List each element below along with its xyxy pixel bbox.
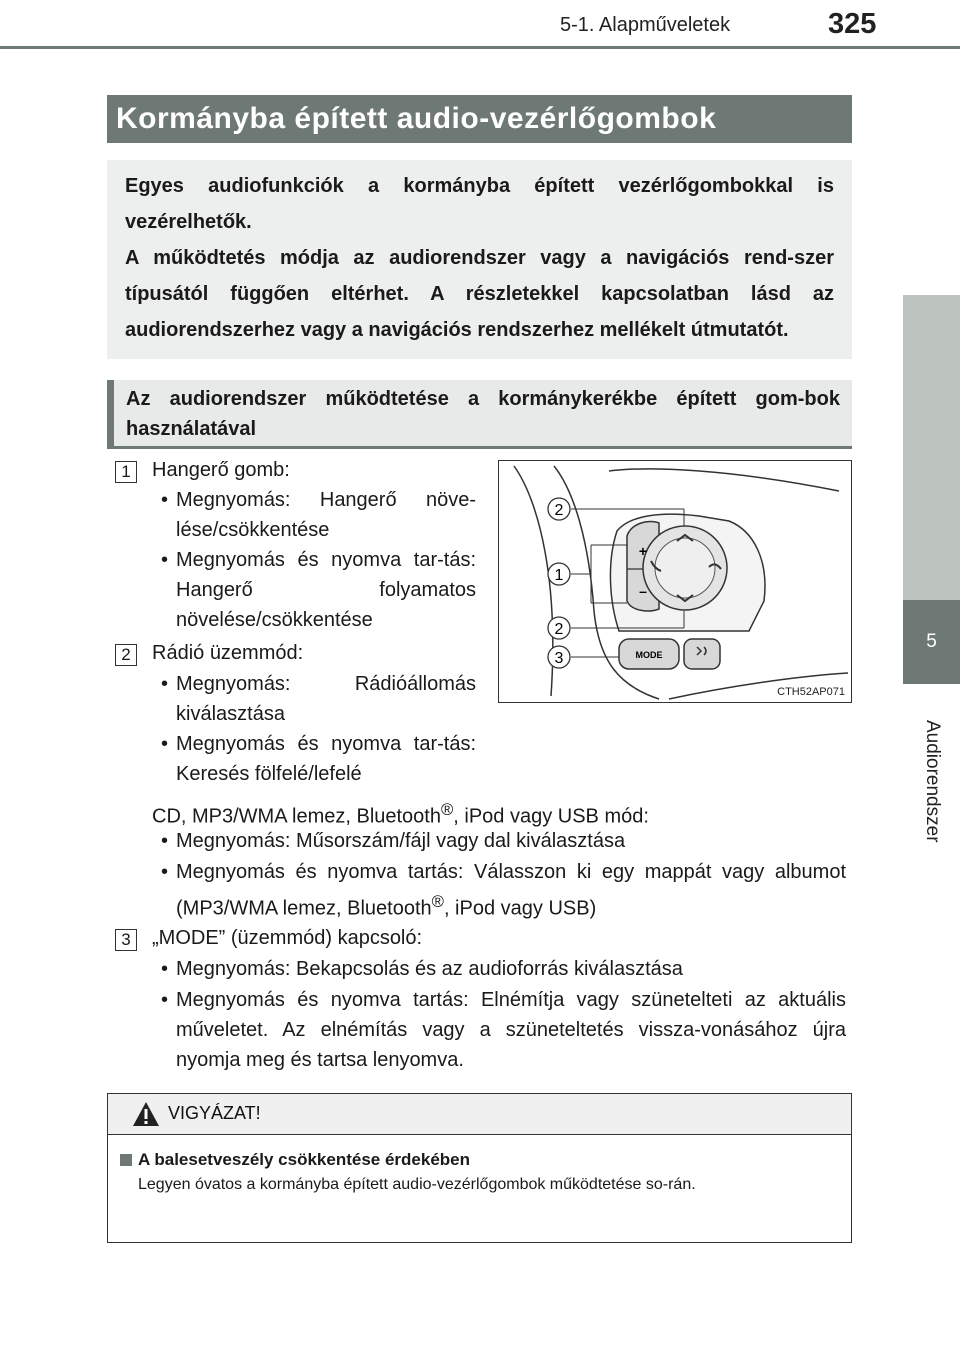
registered-mark: ® [431,892,444,911]
section-title: 5-1. Alapműveletek [560,14,731,36]
item-2-bullet-1 [161,669,476,729]
bullet-text: Megnyomás: Hangerő növe-lése/csökkentése [176,489,476,541]
item-1-title: Hangerő gomb: [152,459,290,481]
callout-label: 2 [554,621,564,638]
side-tab-background [903,295,960,600]
subheading-rule [107,446,852,449]
bullet-dot: • [161,861,169,883]
mode-title-text: , iPod vagy USB mód: [453,805,649,828]
bullet-dot: • [161,958,169,980]
warning-box [107,1093,852,1243]
bullet-text: Megnyomás és nyomva tartás: Válasszon ki egy mappát vagy albumot (MP3/WMA lemez, Bluetooth [176,861,846,920]
warning-header [108,1094,851,1135]
subheading: Az audiorendszer működtetése a kormánykerékbe épített gom-bok használatával [107,380,852,446]
bullet-dot: • [161,489,169,511]
wheel-top-line [609,469,839,491]
callout-label: 2 [554,502,564,519]
intro-box [107,160,852,359]
item-2-bullet-2 [161,729,476,789]
item-number-3: 3 [115,929,137,951]
bullet-text: Megnyomás és nyomva tar-tás: Keresés fölfelé/lefelé [176,733,476,785]
intro-paragraph-2: A működtetés módja az audiorendszer vagy a navigációs rend-szer típusától függően eltérhet. A részletekkel kapcsolatban lásd az audiorendszerhez vagy a navigációs rendszerhez mellékelt útmutatót. [125,247,834,341]
bullet-dot: • [161,989,169,1011]
steering-wheel-switch-illustration [498,460,852,703]
intro-paragraph-1: Egyes audiofunkciók a kormányba épített vezérlőgombokkal is vezérelhetők. [125,175,834,233]
bullet-text: Megnyomás és nyomva tartás: Elnémítja vagy szünetelteti az aktuális műveletet. Az elnémítás vagy a szüneteltetés vissza-vonásához újra nyomja meg és tartsa lenyomva. [176,989,846,1071]
steering-switch-drawing [499,461,850,701]
warning-triangle-icon [132,1101,160,1127]
bullet-text: , iPod vagy USB) [443,897,597,920]
item-number-2: 2 [115,644,137,666]
warning-title: VIGYÁZAT! [168,1103,261,1123]
bullet-dot: • [161,673,169,695]
warning-body: Legyen óvatos a kormányba épített audio-vezérlőgombok működtetése so-rán. [138,1176,696,1193]
bullet-text: Megnyomás: Műsorszám/fájl vagy dal kiválasztása [176,830,626,852]
page-heading: Kormányba épített audio-vezérlőgombok [107,95,852,143]
item-1-bullet-1 [161,485,476,545]
item-2-bullet-3 [161,826,846,856]
control-pad-center [655,538,715,598]
chapter-label: Audiorendszer [922,720,943,843]
item-2-bullet-4 [161,857,846,924]
voice-button [684,639,720,669]
bullet-dot: • [161,733,169,755]
header-rule [0,46,960,49]
callout-label: 3 [554,650,564,667]
item-number-1: 1 [115,461,137,483]
wheel-rim-line [514,466,553,696]
item-1-bullet-2 [161,545,476,635]
page-number: 325 [828,8,877,40]
mode-title-text: CD, MP3/WMA lemez, Bluetooth [152,805,441,828]
callout-label: 1 [554,567,564,584]
chapter-tab: 5 [903,600,960,684]
plus-label: + [638,543,648,559]
bullet-text: Megnyomás: Rádióállomás kiválasztása [176,673,476,725]
registered-mark: ® [440,800,454,819]
item-3-bullet-1 [161,954,846,984]
item-3-title: „MODE” (üzemmód) kapcsoló: [152,927,423,949]
bullet-dot: • [161,830,169,852]
item-2-title: Rádió üzemmód: [152,642,304,664]
warning-subtitle: A balesetveszély csökkentése érdekében [138,1150,471,1169]
bullet-dot: • [161,549,169,571]
bullet-text: Megnyomás: Bekapcsolás és az audioforrás kiválasztása [176,958,683,980]
bullet-text: Megnyomás és nyomva tar-tás: Hangerő folyamatos növelése/csökkentése [176,549,476,631]
figure-code: CTH52AP071 [777,686,845,698]
mode-label: MODE [635,650,663,660]
item-3-bullet-2 [161,985,846,1075]
minus-label: – [639,583,647,599]
section-marker-icon [120,1154,132,1166]
